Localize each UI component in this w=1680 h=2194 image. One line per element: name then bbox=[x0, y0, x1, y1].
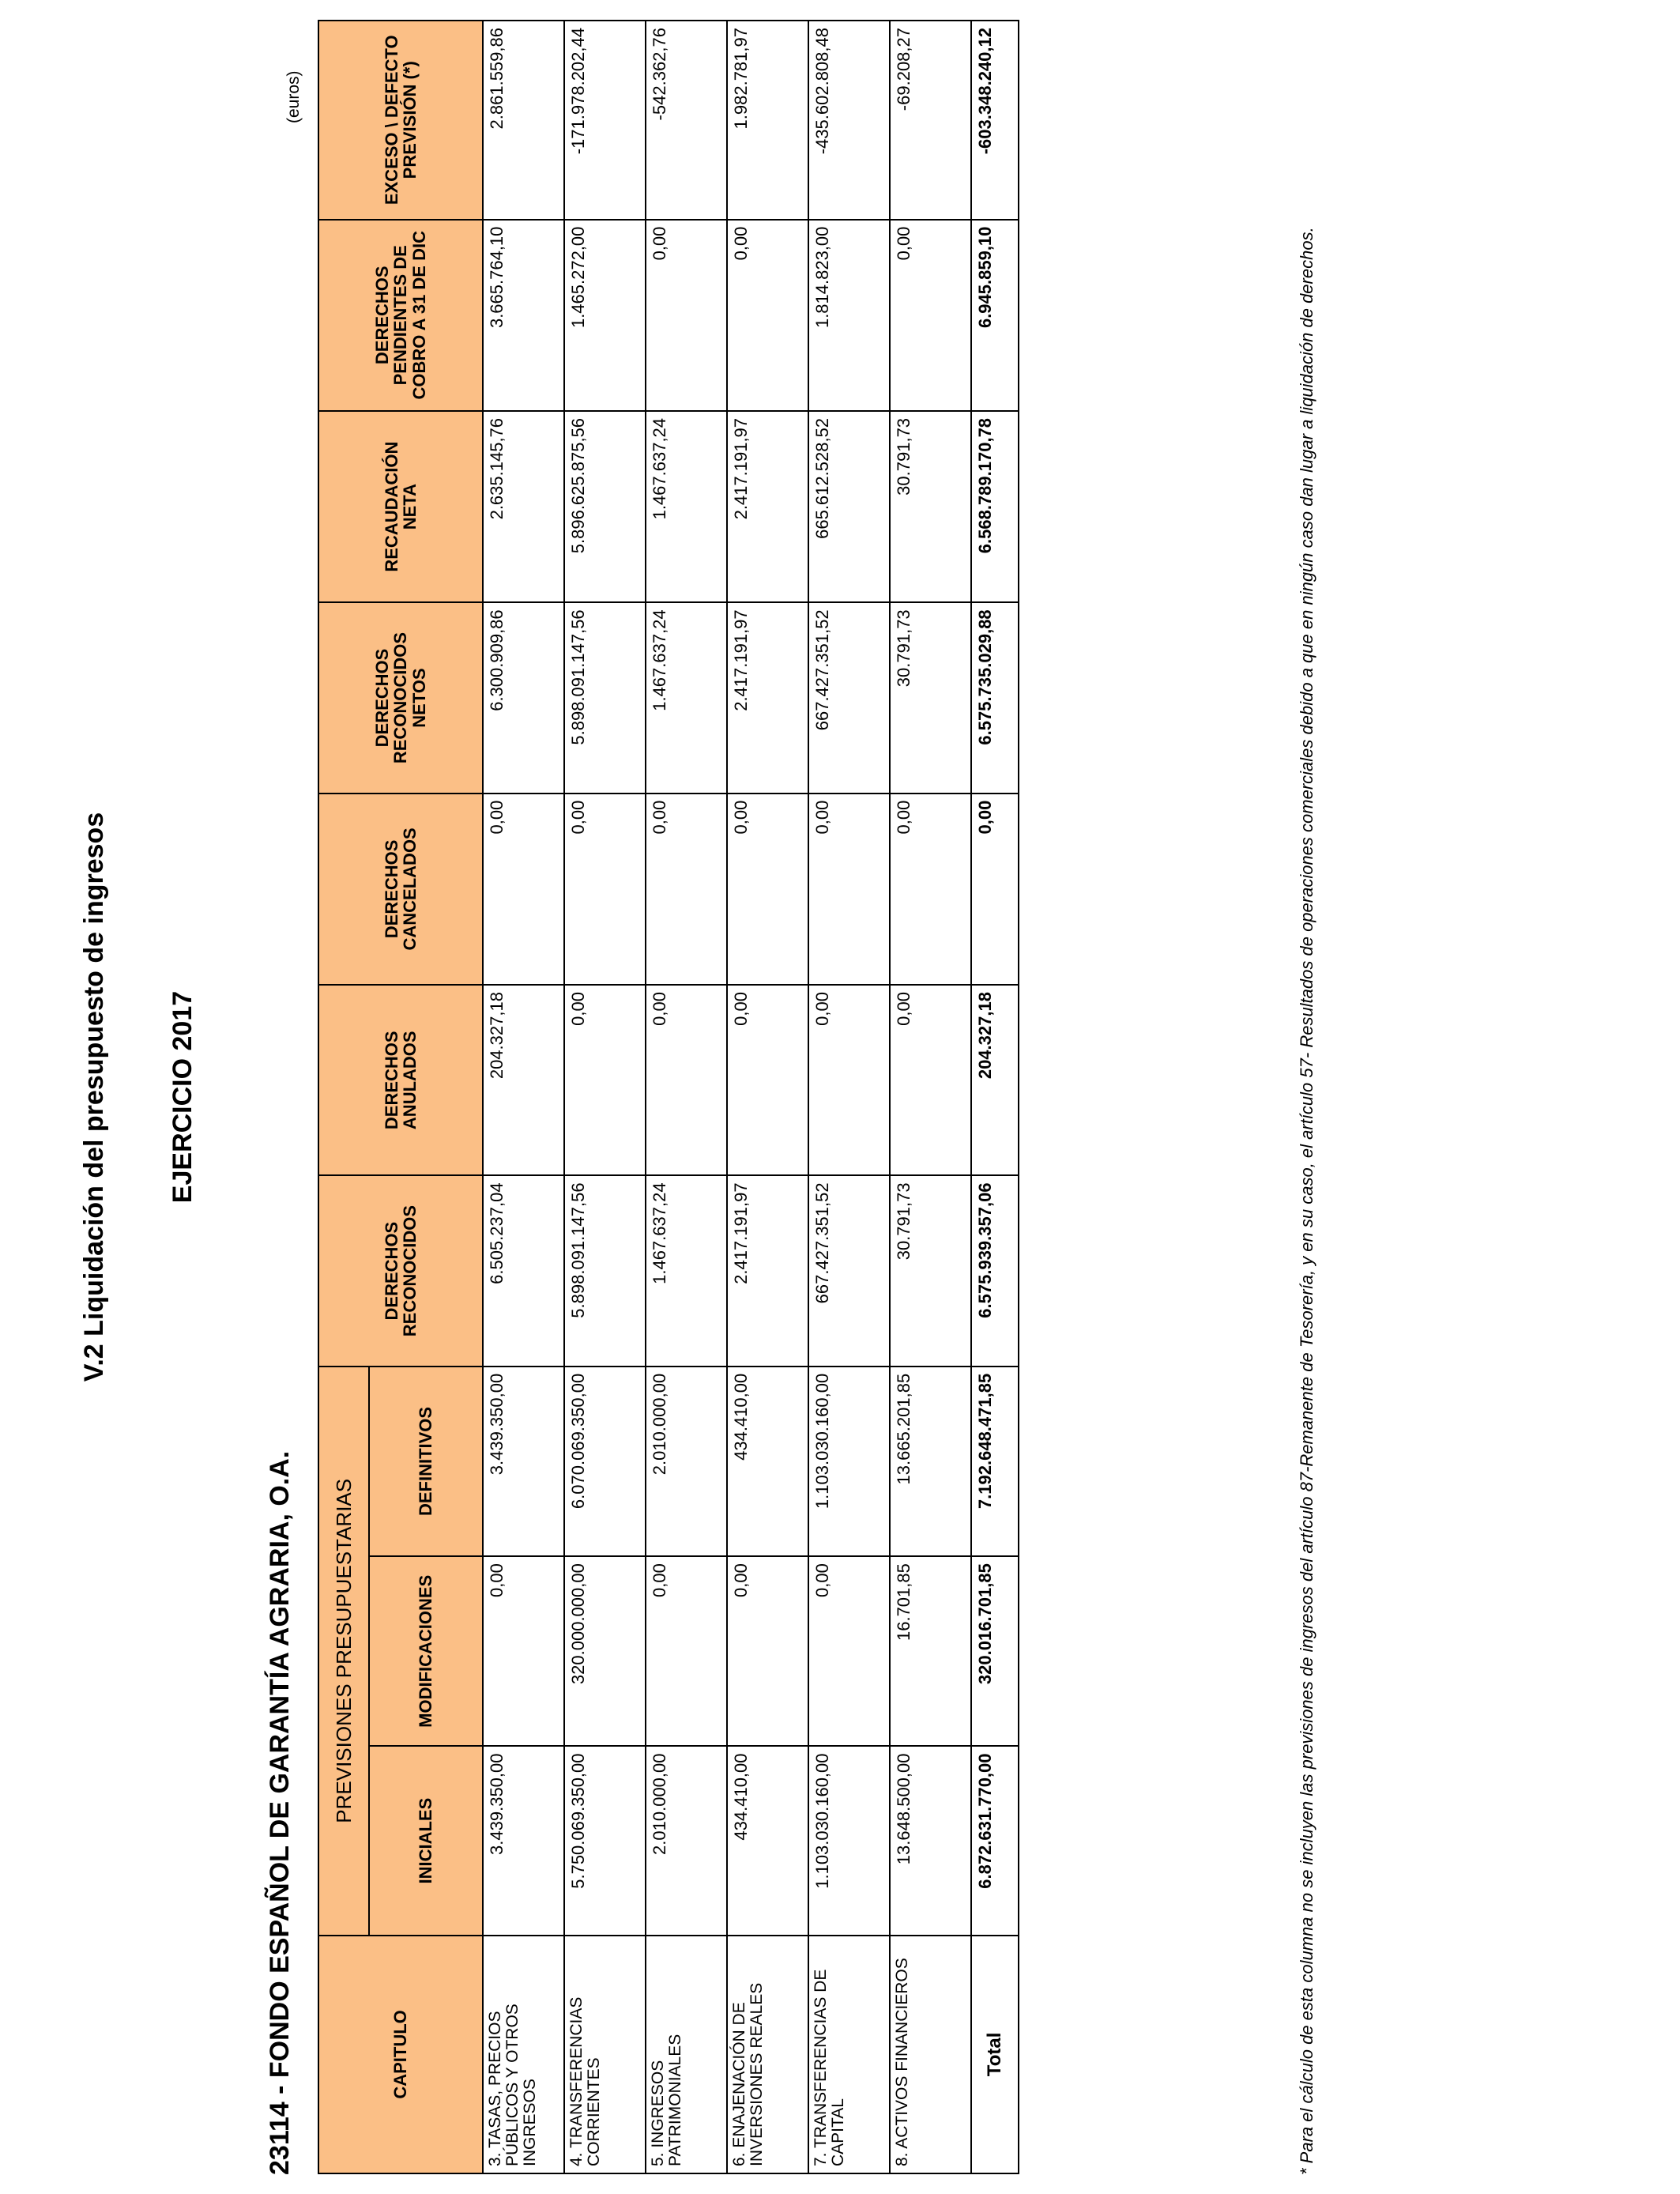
cell-derechos-pendientes: 0,00 bbox=[646, 220, 727, 411]
cell-derechos-anulados: 0,00 bbox=[808, 985, 890, 1175]
cell-recaudacion-neta: 665.612.528,52 bbox=[808, 411, 890, 602]
cell-derechos-cancelados: 0,00 bbox=[564, 794, 646, 985]
cell-definitivos: 434.410,00 bbox=[727, 1367, 808, 1556]
cell-modificaciones: 16.701,85 bbox=[890, 1556, 971, 1746]
cell-exceso-defecto: -69.208,27 bbox=[890, 21, 971, 220]
row-capitulo: 8. ACTIVOS FINANCIEROS bbox=[890, 1936, 971, 2173]
cell-derechos-pendientes: 1.465.272,00 bbox=[564, 220, 646, 411]
header-derechos-reconocidos: DERECHOS RECONOCIDOS bbox=[318, 1175, 483, 1366]
header-definitivos: DEFINITIVOS bbox=[369, 1367, 483, 1556]
cell-exceso-defecto: -171.978.202,44 bbox=[564, 21, 646, 220]
units-label: (euros) bbox=[284, 70, 303, 123]
header-derechos-anulados: DERECHOS ANULADOS bbox=[318, 985, 483, 1175]
cell-derechos-anulados: 0,00 bbox=[646, 985, 727, 1175]
cell-derechos-reconocidos-netos: 2.417.191,97 bbox=[727, 602, 808, 793]
cell-derechos-reconocidos: 667.427.351,52 bbox=[808, 1175, 890, 1366]
cell-derechos-anulados: 204.327,18 bbox=[483, 985, 564, 1175]
table-row bbox=[646, 21, 727, 2173]
total-exceso-defecto: -603.348.240,12 bbox=[971, 21, 1019, 220]
cell-derechos-cancelados: 0,00 bbox=[808, 794, 890, 985]
cell-iniciales: 5.750.069.350,00 bbox=[564, 1746, 646, 1935]
table-row bbox=[564, 21, 646, 2173]
header-derechos-pendientes: DERECHOS PENDIENTES DE COBRO A 31 DE DIC bbox=[318, 220, 483, 411]
cell-exceso-defecto: -542.362,76 bbox=[646, 21, 727, 220]
total-definitivos: 7.192.648.471,85 bbox=[971, 1367, 1019, 1556]
cell-definitivos: 3.439.350,00 bbox=[483, 1367, 564, 1556]
cell-derechos-reconocidos-netos: 1.467.637,24 bbox=[646, 602, 727, 793]
row-capitulo: 3. TASAS, PRECIOS PÚBLICOS Y OTROS INGRESOS bbox=[483, 1936, 564, 2173]
cell-derechos-pendientes: 0,00 bbox=[890, 220, 971, 411]
cell-modificaciones: 0,00 bbox=[727, 1556, 808, 1746]
header-iniciales: INICIALES bbox=[369, 1746, 483, 1935]
cell-recaudacion-neta: 1.467.637,24 bbox=[646, 411, 727, 602]
cell-exceso-defecto: -435.602.808,48 bbox=[808, 21, 890, 220]
cell-exceso-defecto: 1.982.781,97 bbox=[727, 21, 808, 220]
table-row bbox=[727, 21, 808, 2173]
cell-derechos-reconocidos: 6.505.237,04 bbox=[483, 1175, 564, 1366]
row-capitulo: 7. TRANSFERENCIAS DE CAPITAL bbox=[808, 1936, 890, 2173]
cell-derechos-reconocidos: 5.898.091.147,56 bbox=[564, 1175, 646, 1366]
cell-derechos-cancelados: 0,00 bbox=[727, 794, 808, 985]
cell-definitivos: 1.103.030.160,00 bbox=[808, 1367, 890, 1556]
cell-derechos-pendientes: 3.665.764,10 bbox=[483, 220, 564, 411]
cell-derechos-reconocidos: 2.417.191,97 bbox=[727, 1175, 808, 1366]
cell-iniciales: 3.439.350,00 bbox=[483, 1746, 564, 1935]
cell-derechos-pendientes: 0,00 bbox=[727, 220, 808, 411]
cell-derechos-anulados: 0,00 bbox=[890, 985, 971, 1175]
total-row bbox=[971, 21, 1019, 2173]
cell-modificaciones: 0,00 bbox=[646, 1556, 727, 1746]
cell-recaudacion-neta: 2.417.191,97 bbox=[727, 411, 808, 602]
total-recaudacion-neta: 6.568.789.170,78 bbox=[971, 411, 1019, 602]
cell-derechos-reconocidos: 30.791,73 bbox=[890, 1175, 971, 1366]
cell-derechos-cancelados: 0,00 bbox=[646, 794, 727, 985]
row-capitulo: 4. TRANSFERENCIAS CORRIENTES bbox=[564, 1936, 646, 2173]
total-derechos-cancelados: 0,00 bbox=[971, 794, 1019, 985]
cell-derechos-cancelados: 0,00 bbox=[890, 794, 971, 985]
header-derechos-cancelados: DERECHOS CANCELADOS bbox=[318, 794, 483, 985]
page-title: V.2 Liquidación del presupuesto de ingresos bbox=[79, 812, 109, 1382]
table-row bbox=[808, 21, 890, 2173]
table-row bbox=[483, 21, 564, 2173]
budget-liquidation-table bbox=[318, 20, 1019, 2174]
header-capitulo: CAPITULO bbox=[318, 1936, 483, 2173]
cell-derechos-reconocidos-netos: 5.898.091.147,56 bbox=[564, 602, 646, 793]
cell-modificaciones: 320.000.000,00 bbox=[564, 1556, 646, 1746]
header-recaudacion-neta: RECAUDACIÓN NETA bbox=[318, 411, 483, 602]
cell-derechos-reconocidos-netos: 6.300.909,86 bbox=[483, 602, 564, 793]
header-previsiones-group: PREVISIONES PRESUPUESTARIAS bbox=[318, 1367, 369, 1936]
total-modificaciones: 320.016.701,85 bbox=[971, 1556, 1019, 1746]
fiscal-year-title: EJERCICIO 2017 bbox=[168, 990, 198, 1204]
cell-derechos-reconocidos: 1.467.637,24 bbox=[646, 1175, 727, 1366]
cell-definitivos: 2.010.000,00 bbox=[646, 1367, 727, 1556]
cell-modificaciones: 0,00 bbox=[483, 1556, 564, 1746]
header-exceso-defecto: EXCESO \ DEFECTO PREVISIÓN (*) bbox=[318, 21, 483, 220]
cell-recaudacion-neta: 5.896.625.875,56 bbox=[564, 411, 646, 602]
total-iniciales: 6.872.631.770,00 bbox=[971, 1746, 1019, 1935]
total-derechos-reconocidos: 6.575.939.357,06 bbox=[971, 1175, 1019, 1366]
cell-derechos-reconocidos-netos: 30.791,73 bbox=[890, 602, 971, 793]
total-derechos-anulados: 204.327,18 bbox=[971, 985, 1019, 1175]
entity-name: 23114 - FONDO ESPAÑOL DE GARANTÍA AGRARIA, O.A. bbox=[265, 1450, 295, 2175]
cell-modificaciones: 0,00 bbox=[808, 1556, 890, 1746]
cell-derechos-anulados: 0,00 bbox=[564, 985, 646, 1175]
cell-exceso-defecto: 2.861.559,86 bbox=[483, 21, 564, 220]
cell-iniciales: 13.648.500,00 bbox=[890, 1746, 971, 1935]
row-capitulo: 5. INGRESOS PATRIMONIALES bbox=[646, 1936, 727, 2173]
cell-recaudacion-neta: 2.635.145,76 bbox=[483, 411, 564, 602]
cell-recaudacion-neta: 30.791,73 bbox=[890, 411, 971, 602]
footnote: * Para el cálculo de esta columna no se incluyen las previsiones de ingresos del artículo 87-Remanente de Tesorería, y en su caso, el artículo 57- Resultados de operaciones comerciales debido a que en ningún caso dan lugar a liquidación de derechos. bbox=[1297, 227, 1317, 2175]
cell-derechos-pendientes: 1.814.823,00 bbox=[808, 220, 890, 411]
cell-definitivos: 6.070.069.350,00 bbox=[564, 1367, 646, 1556]
cell-derechos-reconocidos-netos: 667.427.351,52 bbox=[808, 602, 890, 793]
total-label: Total bbox=[971, 1936, 1019, 2173]
cell-iniciales: 2.010.000,00 bbox=[646, 1746, 727, 1935]
cell-derechos-cancelados: 0,00 bbox=[483, 794, 564, 985]
cell-derechos-anulados: 0,00 bbox=[727, 985, 808, 1175]
cell-definitivos: 13.665.201,85 bbox=[890, 1367, 971, 1556]
header-modificaciones: MODIFICACIONES bbox=[369, 1556, 483, 1746]
total-derechos-reconocidos-netos: 6.575.735.029,88 bbox=[971, 602, 1019, 793]
total-derechos-pendientes: 6.945.859,10 bbox=[971, 220, 1019, 411]
header-derechos-reconocidos-netos: DERECHOS RECONOCIDOS NETOS bbox=[318, 602, 483, 793]
cell-iniciales: 434.410,00 bbox=[727, 1746, 808, 1935]
table-row bbox=[890, 21, 971, 2173]
cell-iniciales: 1.103.030.160,00 bbox=[808, 1746, 890, 1935]
row-capitulo: 6. ENAJENACIÓN DE INVERSIONES REALES bbox=[727, 1936, 808, 2173]
